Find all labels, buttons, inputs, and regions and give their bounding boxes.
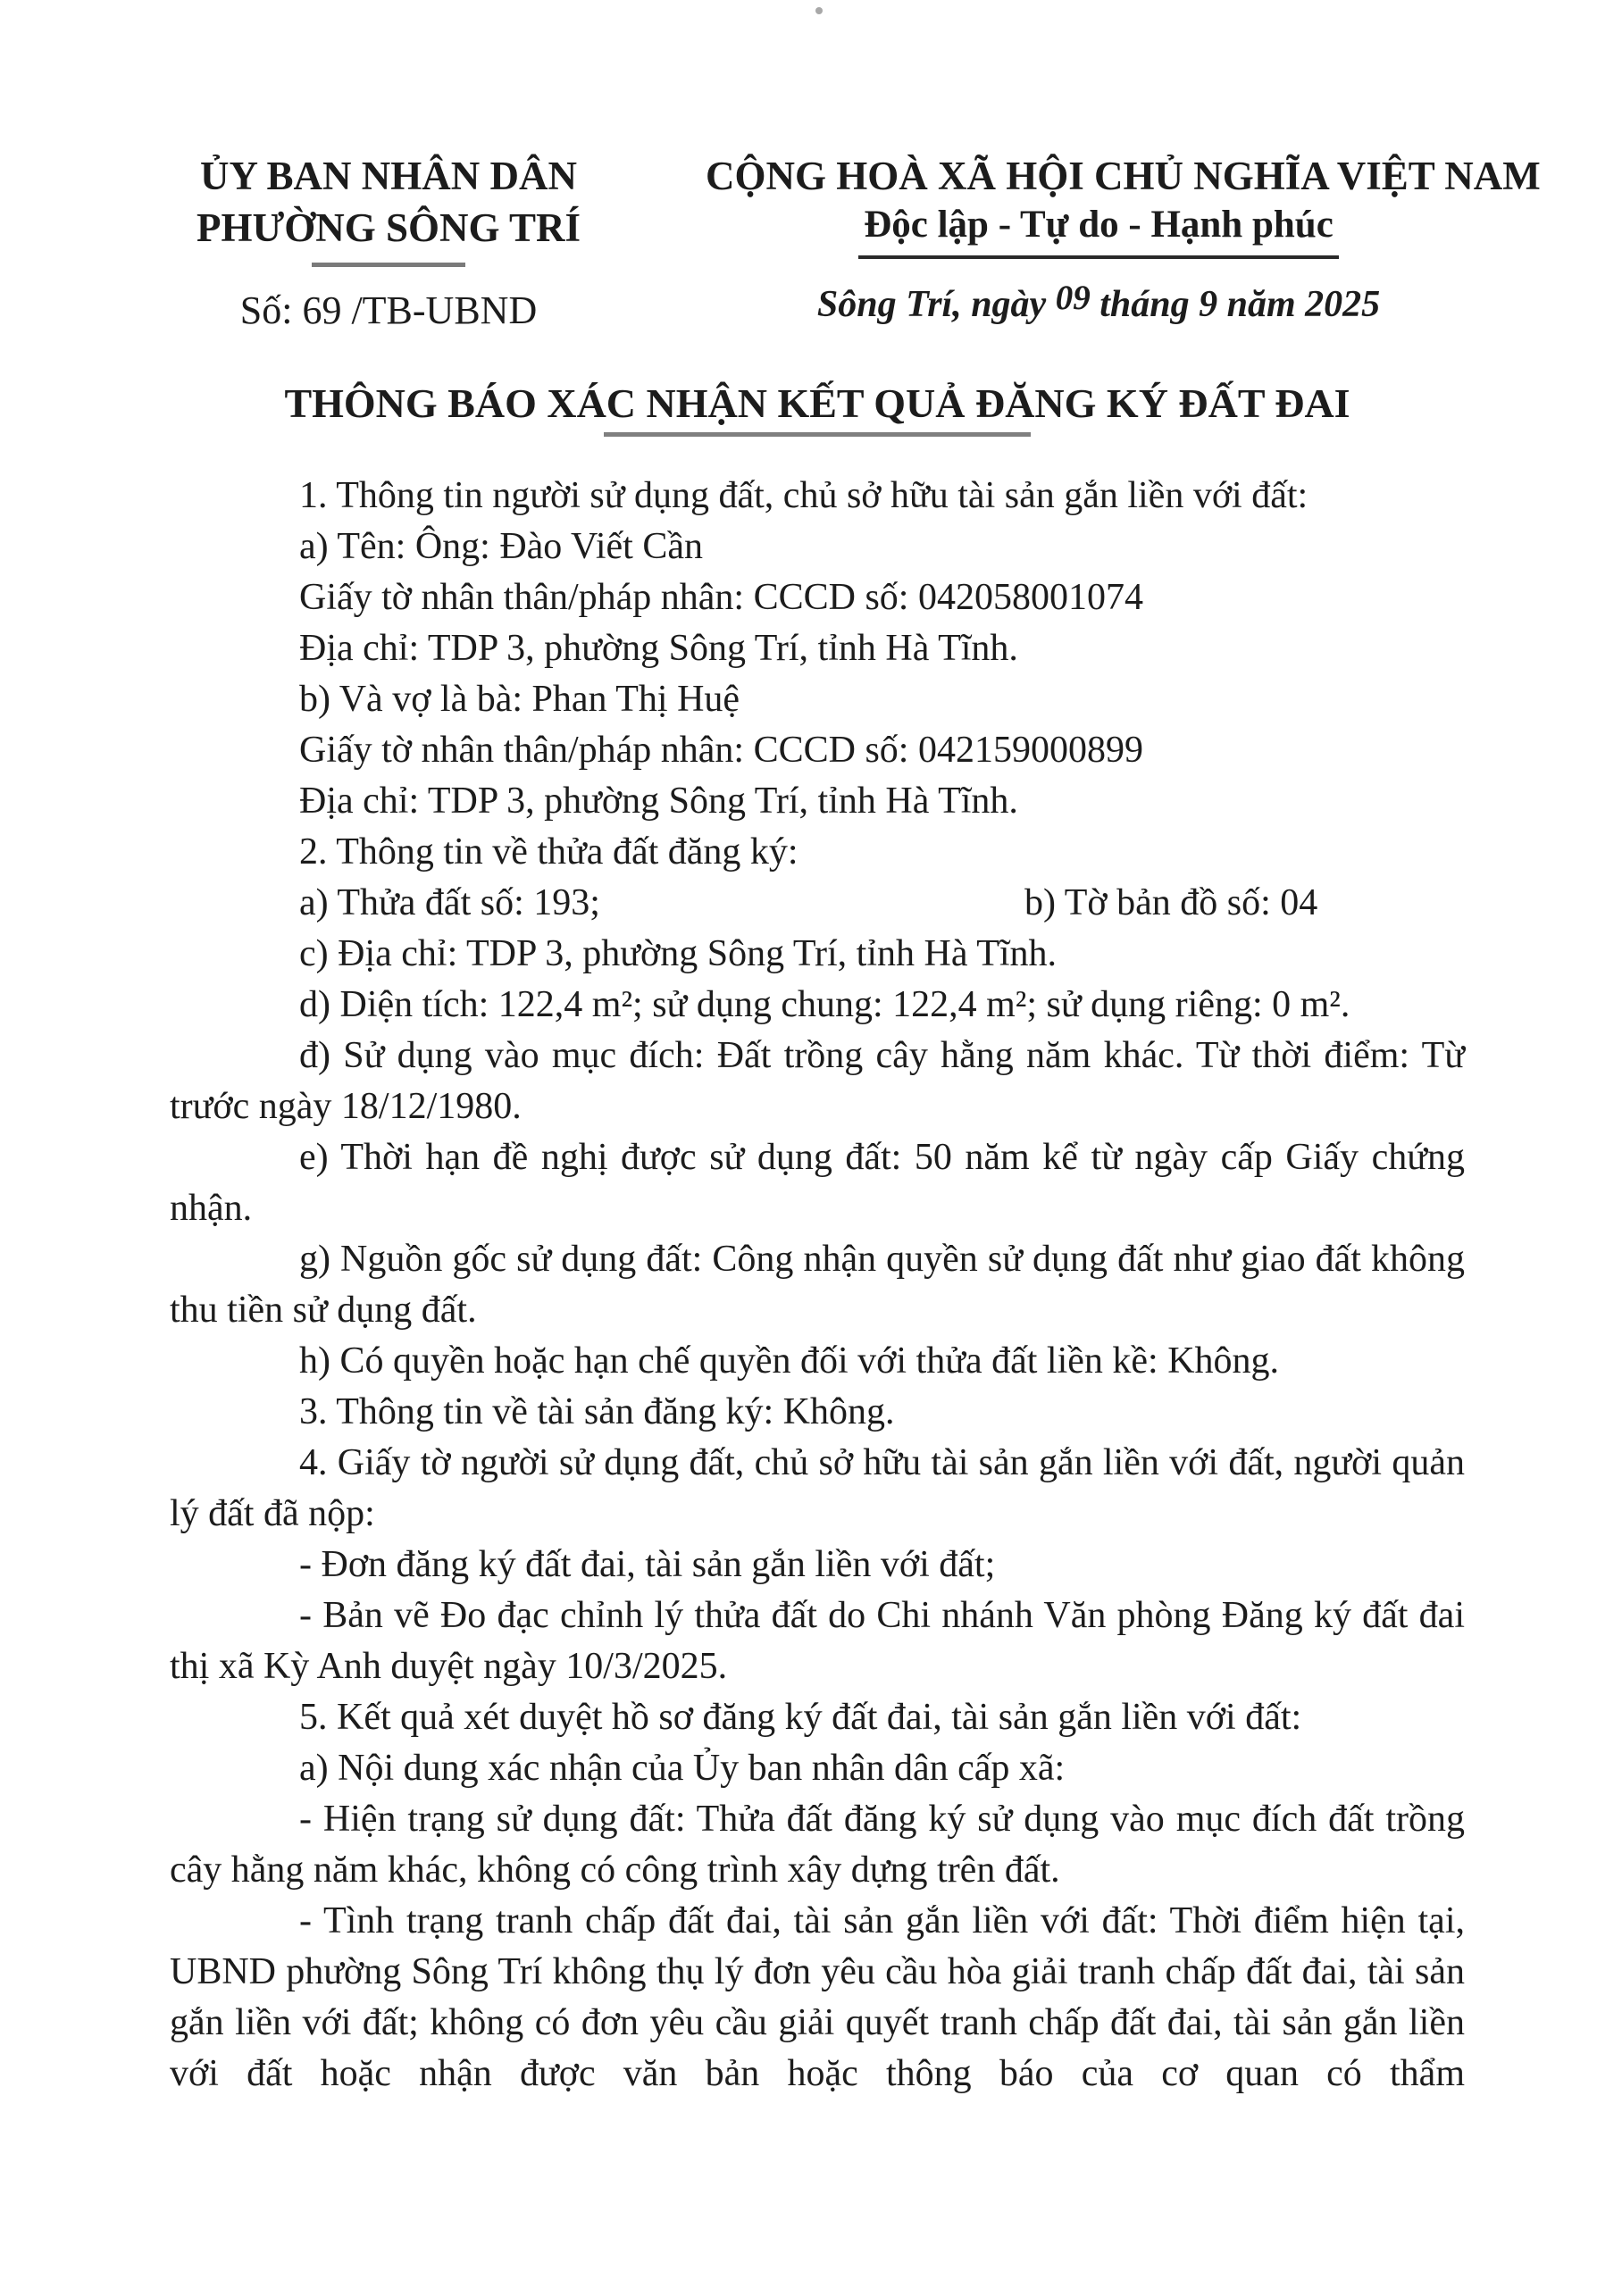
dateline-day: 09 — [1055, 279, 1091, 317]
scan-speck — [815, 7, 823, 14]
dateline-prefix: Sông Trí, ngày — [816, 284, 1056, 325]
issuing-authority-line2: PHƯỜNG SÔNG TRÍ — [196, 205, 581, 250]
issuing-authority-line1: ỦY BAN NHÂN DÂN — [199, 154, 578, 198]
section-3-assets: 3. Thông tin về tài sản đăng ký: Không. — [299, 1391, 895, 1432]
confirmation-heading: a) Nội dung xác nhận của Ủy ban nhân dân cấp xã: — [299, 1748, 1066, 1789]
section-5-heading: 5. Kết quả xét duyệt hồ sơ đăng ký đất đai, tài sản gắn liền với đất: — [299, 1697, 1302, 1738]
document-number: Số: 69 /TB-UBND — [239, 288, 538, 332]
owner-name: a) Tên: Ông: Đào Viết Cần — [299, 526, 703, 567]
parcel-address: c) Địa chỉ: TDP 3, phường Sông Trí, tỉnh Hà Tĩnh. — [299, 933, 1058, 974]
submitted-doc-1: - Đơn đăng ký đất đai, tài sản gắn liền với đất; — [299, 1544, 996, 1585]
spouse-address: Địa chỉ: TDP 3, phường Sông Trí, tỉnh Hà Tĩnh. — [299, 781, 1018, 822]
national-motto-block — [706, 150, 1541, 328]
land-use-purpose: đ) Sử dụng vào mục đích: Đất trồng cây hằng năm khác. Từ thời điểm: Từ trước ngày 18/12/1980. — [170, 1035, 1465, 1127]
map-sheet-number: b) Tờ bản đồ số: 04 — [1024, 882, 1318, 923]
owner-address: Địa chỉ: TDP 3, phường Sông Trí, tỉnh Hà Tĩnh. — [299, 628, 1018, 669]
parcel-row — [170, 878, 1465, 929]
national-motto: Độc lập - Tự do - Hạnh phúc — [858, 202, 1339, 259]
current-status: - Hiện trạng sử dụng đất: Thửa đất đăng ký sử dụng vào mục đích đất trồng cây hằng năm khác, không có công trình xây dựng trên đất. — [170, 1799, 1465, 1891]
spouse-name: b) Và vợ là bà: Phan Thị Huệ — [299, 679, 740, 720]
section-4-heading: 4. Giấy tờ người sử dụng đất, chủ sở hữu tài sản gắn liền với đất, người quản lý đất đã nộp: — [170, 1442, 1465, 1534]
issuing-authority-underline — [312, 263, 465, 267]
section-1-heading: 1. Thông tin người sử dụng đất, chủ sở hữu tài sản gắn liền với đất: — [299, 475, 1308, 516]
section-2-heading: 2. Thông tin về thửa đất đăng ký: — [299, 831, 798, 872]
spouse-id: Giấy tờ nhân thân/pháp nhân: CCCD số: 042159000899 — [299, 730, 1143, 771]
title-underline — [604, 432, 1031, 437]
parcel-number: a) Thửa đất số: 193; — [299, 882, 600, 923]
document-title: THÔNG BÁO XÁC NHẬN KẾT QUẢ ĐĂNG KÝ ĐẤT ĐAI — [284, 380, 1350, 426]
submitted-doc-2: - Bản vẽ Đo đạc chỉnh lý thửa đất do Chi nhánh Văn phòng Đăng ký đất đai thị xã Kỳ Anh duyệt ngày 10/3/2025. — [170, 1595, 1465, 1687]
dateline-suffix: tháng 9 năm 2025 — [1090, 284, 1381, 325]
parcel-area: d) Diện tích: 122,4 m²; sử dụng chung: 122,4 m²; sử dụng riêng: 0 m². — [299, 984, 1350, 1025]
issuing-authority-block — [179, 150, 598, 333]
document-title-block — [170, 380, 1465, 437]
dispute-status: - Tình trạng tranh chấp đất đai, tài sản gắn liền với đất: Thời điểm hiện tại, UBND phường Sông Trí không thụ lý đơn yêu cầu hòa giải tranh chấp đất đai, tài sản gắn liền với đất; không có đơn yêu cầu giải quyết tranh chấp đất đai, tài sản gắn liền với đất hoặc nhận được văn bản hoặc thông báo của cơ quan có thẩm — [170, 1900, 1465, 2094]
land-use-term: e) Thời hạn đề nghị được sử dụng đất: 50 năm kể từ ngày cấp Giấy chứng nhận. — [170, 1137, 1465, 1229]
document-body — [170, 471, 1465, 2100]
national-title: CỘNG HOÀ XÃ HỘI CHỦ NGHĨA VIỆT NAM — [706, 154, 1541, 198]
adjacent-rights: h) Có quyền hoặc hạn chế quyền đối với thửa đất liền kề: Không. — [299, 1340, 1280, 1382]
place-dateline — [706, 279, 1492, 328]
land-origin: g) Nguồn gốc sử dụng đất: Công nhận quyền sử dụng đất như giao đất không thu tiền sử dụng đất. — [170, 1239, 1465, 1331]
owner-id: Giấy tờ nhân thân/pháp nhân: CCCD số: 042058001074 — [299, 577, 1143, 618]
